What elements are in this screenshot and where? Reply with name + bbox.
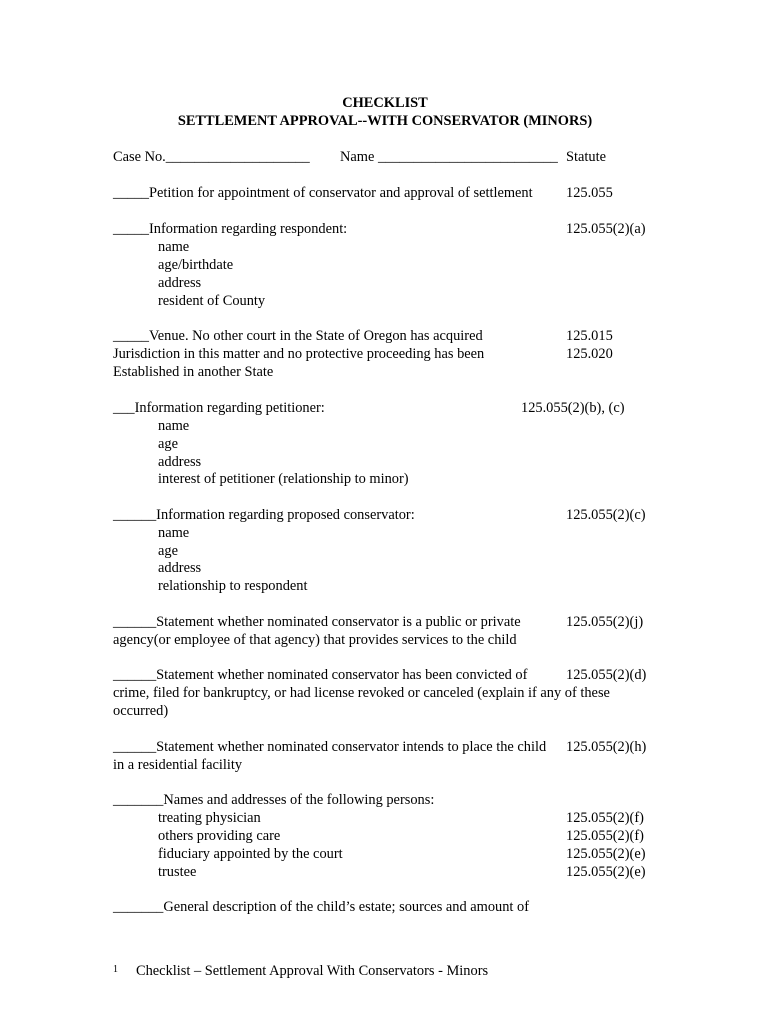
petitioner-sub-item: age: [158, 436, 178, 452]
names-addresses-statute: 125.055(2)(f): [566, 828, 644, 844]
convicted-item-line: ______Statement whether nominated conservator has been convicted of: [113, 667, 528, 683]
venue-item-line: Jurisdiction in this matter and no protective proceeding has been: [113, 346, 485, 362]
petition-statute: 125.055: [566, 185, 613, 201]
petitioner-item: ___Information regarding petitioner:: [113, 400, 325, 416]
residential-item-line: ______Statement whether nominated conservator intends to place the child: [113, 739, 547, 755]
names-addresses-statute: 125.055(2)(e): [566, 864, 646, 880]
page-title: CHECKLIST: [342, 95, 428, 111]
petitioner-sub-item: name: [158, 418, 190, 434]
venue-statute: 125.015: [566, 328, 613, 344]
petition-item: _____Petition for appointment of conservator and approval of settlement: [113, 185, 533, 201]
names-addresses-sub-item: treating physician: [158, 810, 261, 826]
convicted-statute: 125.055(2)(d): [566, 667, 647, 683]
public-private-statute: 125.055(2)(j): [566, 614, 644, 630]
names-addresses-item: _______Names and addresses of the following persons:: [113, 792, 435, 808]
name-field: Name _________________________: [340, 149, 558, 165]
respondent-sub-item: age/birthdate: [158, 257, 234, 273]
petitioner-sub-item: interest of petitioner (relationship to minor): [158, 471, 409, 487]
proposed-conservator-sub-item: age: [158, 543, 178, 559]
names-addresses-statute: 125.055(2)(e): [566, 846, 646, 862]
public-private-item-line: agency(or employee of that agency) that provides services to the child: [113, 632, 517, 648]
petitioner-sub-item: address: [158, 454, 202, 470]
proposed-conservator-sub-item: name: [158, 525, 190, 541]
proposed-conservator-sub-item: address: [158, 560, 202, 576]
petitioner-statute: 125.055(2)(b), (c): [521, 400, 625, 416]
respondent-statute: 125.055(2)(a): [566, 221, 646, 237]
names-addresses-statute: 125.055(2)(f): [566, 810, 644, 826]
convicted-item-line: crime, filed for bankruptcy, or had license revoked or canceled (explain if any of these: [113, 685, 610, 701]
proposed-conservator-item: ______Information regarding proposed conservator:: [113, 507, 415, 523]
respondent-item: _____Information regarding respondent:: [113, 221, 348, 237]
residential-item-line: in a residential facility: [113, 757, 243, 773]
page-number: 1: [113, 964, 118, 975]
statute-column-header: Statute: [566, 149, 606, 165]
venue-item-line: _____Venue. No other court in the State of Oregon has acquired: [113, 328, 483, 344]
residential-statute: 125.055(2)(h): [566, 739, 647, 755]
proposed-conservator-sub-item: relationship to respondent: [158, 578, 308, 594]
convicted-item-line: occurred): [113, 703, 169, 719]
estate-item: _______General description of the child’s estate; sources and amount of: [113, 899, 530, 915]
names-addresses-sub-item: trustee: [158, 864, 197, 880]
case-number-field: Case No.____________________: [113, 149, 310, 165]
public-private-item-line: ______Statement whether nominated conservator is a public or private: [113, 614, 521, 630]
venue-item-line: Established in another State: [113, 364, 274, 380]
page-subtitle: SETTLEMENT APPROVAL--WITH CONSERVATOR (MINORS): [177, 113, 593, 129]
respondent-sub-item: resident of County: [158, 293, 266, 309]
page-footer: Checklist – Settlement Approval With Conservators - Minors: [136, 963, 489, 979]
proposed-conservator-statute: 125.055(2)(c): [566, 507, 646, 523]
respondent-sub-item: name: [158, 239, 190, 255]
names-addresses-sub-item: others providing care: [158, 828, 281, 844]
names-addresses-sub-item: fiduciary appointed by the court: [158, 846, 343, 862]
venue-statute: 125.020: [566, 346, 613, 362]
respondent-sub-item: address: [158, 275, 202, 291]
